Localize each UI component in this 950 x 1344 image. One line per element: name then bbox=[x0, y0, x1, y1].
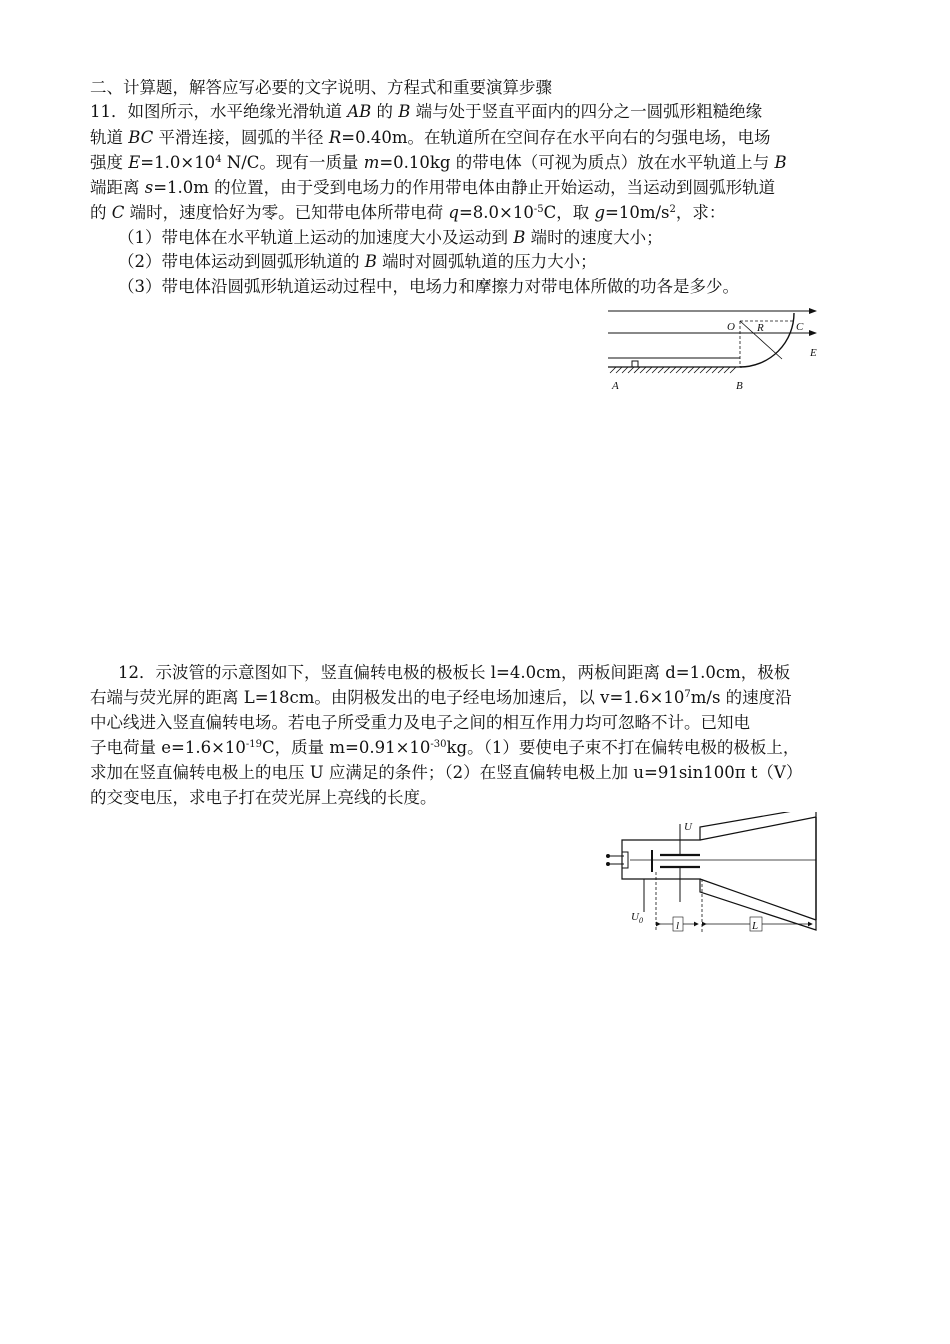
text: C，取 bbox=[543, 203, 595, 222]
text: 的 bbox=[90, 203, 112, 222]
var: B bbox=[398, 102, 411, 121]
text: 的 bbox=[371, 102, 399, 121]
label-b: B bbox=[736, 380, 743, 392]
text: kg。（1）要使电子束不打在偏转电极的极板上， bbox=[446, 738, 800, 757]
text: 端与处于竖直平面内的四分之一圆弧形粗糙绝缘 bbox=[410, 102, 763, 121]
var: m bbox=[363, 153, 380, 172]
cathode bbox=[622, 852, 628, 868]
text: =10m/s bbox=[605, 203, 670, 222]
text: =0.40m。在轨道所在空间存在水平向右的匀强电场，电场 bbox=[341, 128, 771, 147]
label-e: E bbox=[810, 347, 817, 359]
q11-part-3: （3）带电体沿圆弧形轨道运动过程中，电场力和摩擦力对带电体所做的功各是多少。 bbox=[118, 277, 739, 296]
exponent: 4 bbox=[215, 154, 222, 165]
label-o: O bbox=[727, 321, 735, 333]
label-big-l: L bbox=[752, 920, 759, 932]
q12-line-1: 12．示波管的示意图如下，竖直偏转电极的极板长 l=4.0cm，两板间距离 d=1.0cm，极板 bbox=[118, 663, 791, 682]
label-u0-sub: 0 bbox=[638, 916, 643, 925]
text: 子电荷量 e=1.6×10 bbox=[90, 738, 246, 757]
text: （1）带电体在水平轨道上运动的加速度大小及运动到 bbox=[118, 228, 514, 247]
q12-figure bbox=[600, 812, 830, 942]
q12-line-6: 的交变电压，求电子打在荧光屏上亮线的长度。 bbox=[90, 788, 437, 807]
var: R bbox=[328, 128, 342, 147]
var: E bbox=[128, 153, 141, 172]
label-l: l bbox=[676, 920, 680, 932]
text: =1.0×10 bbox=[140, 153, 216, 172]
q12-line-2 bbox=[90, 686, 792, 710]
text: N/C。现有一质量 bbox=[221, 153, 364, 172]
label-a: A bbox=[612, 380, 619, 392]
q11-line-5 bbox=[90, 201, 725, 225]
label-u0-main: U bbox=[631, 911, 639, 923]
q12-line-4 bbox=[90, 736, 799, 760]
q12-line-5: 求加在竖直偏转电极上的电压 U 应满足的条件；（2）在竖直偏转电极上加 u=91sin100π t（V） bbox=[90, 763, 803, 782]
label-c: C bbox=[796, 321, 804, 333]
text: 端时，速度恰好为零。已知带电体所带电荷 bbox=[124, 203, 449, 222]
exponent: -30 bbox=[430, 739, 447, 750]
text: =8.0×10 bbox=[458, 203, 534, 222]
q11-part-2 bbox=[118, 250, 597, 274]
q12-line-3: 中心线进入竖直偏转电场。若电子所受重力及电子之间的相互作用力均可忽略不计。已知电 bbox=[90, 713, 750, 732]
text: =1.0m 的位置，由于受到电场力的作用带电体由静止开始运动，当运动到圆弧形轨道 bbox=[153, 178, 776, 197]
text: 轨道 bbox=[90, 128, 129, 147]
q11-line-4 bbox=[90, 176, 775, 200]
q11-line-3 bbox=[90, 151, 787, 175]
text: =0.10kg 的带电体（可视为质点）放在水平轨道上与 bbox=[379, 153, 775, 172]
text: m/s 的速度沿 bbox=[690, 688, 792, 707]
q11-line-2 bbox=[90, 126, 770, 150]
q11-line-1 bbox=[90, 100, 762, 124]
var: B bbox=[364, 252, 377, 271]
q11-figure bbox=[600, 303, 840, 398]
text: 端时的速度大小； bbox=[525, 228, 663, 247]
exponent: -19 bbox=[245, 739, 263, 750]
var: s bbox=[144, 178, 154, 197]
charged-body bbox=[632, 361, 638, 367]
label-u: U bbox=[684, 821, 692, 833]
cathode-wires bbox=[607, 855, 625, 866]
label-u0 bbox=[631, 911, 643, 925]
exponent: 2 bbox=[669, 204, 676, 215]
text: 端时对圆弧轨道的压力大小； bbox=[376, 252, 597, 271]
tube-lower-edge bbox=[700, 879, 816, 920]
var: q bbox=[448, 203, 459, 222]
var: C bbox=[111, 203, 125, 222]
var: g bbox=[594, 203, 606, 222]
text: 11．如图所示，水平绝缘光滑轨道 bbox=[90, 102, 348, 121]
text: （2）带电体运动到圆弧形轨道的 bbox=[118, 252, 365, 271]
text: 端距离 bbox=[90, 178, 145, 197]
text: C，质量 m=0.91×10 bbox=[262, 738, 431, 757]
var: B bbox=[774, 153, 787, 172]
ground-hatch bbox=[610, 367, 736, 373]
text: 右端与荧光屏的距离 L=18cm。由阴极发出的电子经电场加速后，以 v=1.6×10 bbox=[90, 688, 685, 707]
exponent: 7 bbox=[684, 689, 691, 700]
text: 平滑连接，圆弧的半径 bbox=[153, 128, 329, 147]
var: B bbox=[513, 228, 526, 247]
var: BC bbox=[128, 128, 154, 147]
text: 强度 bbox=[90, 153, 129, 172]
tube-upper-edge bbox=[700, 817, 816, 840]
q11-part-1 bbox=[118, 226, 663, 250]
label-r: R bbox=[757, 322, 764, 334]
var: AB bbox=[347, 102, 372, 121]
section-heading: 二、计算题，解答应写必要的文字说明、方程式和重要演算步骤 bbox=[90, 78, 552, 97]
exponent: -5 bbox=[533, 204, 544, 215]
text: ，求： bbox=[675, 203, 726, 222]
